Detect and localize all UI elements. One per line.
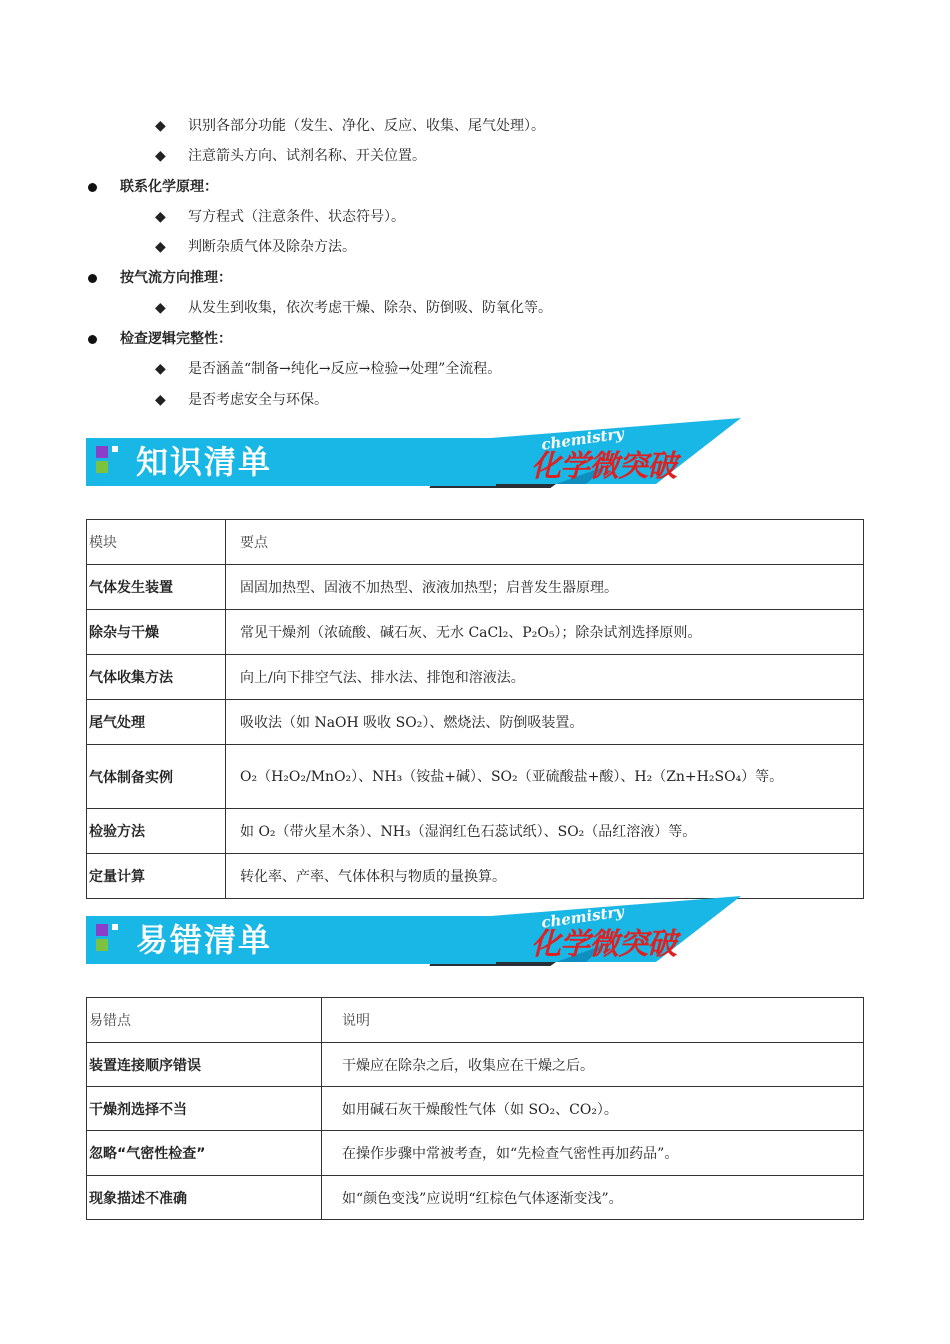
square-icon xyxy=(96,939,108,951)
outline-sub-item: 识别各部分功能（发生、净化、反应、收集、尾气处理）。 xyxy=(188,118,545,134)
table-cell-error: 忽略“气密性检查” xyxy=(87,1131,322,1176)
table-row xyxy=(87,610,864,655)
table-cell-point: O₂（H₂O₂/MnO₂）、NH₃（铵盐+碱）、SO₂（亚硫酸盐+酸）、H₂（Zn+H₂SO₄）等。 xyxy=(226,745,864,809)
table-cell-point: 向上/向下排空气法、排水法、排饱和溶液法。 xyxy=(226,655,864,700)
table-cell-error: 装置连接顺序错误 xyxy=(87,1043,322,1087)
outline-sub-item: 注意箭头方向、试剂名称、开关位置。 xyxy=(188,148,426,164)
knowledge-table xyxy=(86,519,864,899)
table-cell-point: 固固加热型、固液不加热型、液液加热型；启普发生器原理。 xyxy=(226,565,864,610)
table-header-cell: 模块 xyxy=(87,520,226,565)
table-row xyxy=(87,854,864,899)
table-row xyxy=(87,1087,864,1131)
section-title: 易错清单 xyxy=(136,921,273,959)
round-bullet-icon xyxy=(88,183,97,192)
brand-logo: 化学微突破 xyxy=(531,927,676,962)
table-cell-module: 气体收集方法 xyxy=(87,655,226,700)
table-header-cell: 要点 xyxy=(226,520,864,565)
diamond-bullet-icon: ◆ xyxy=(155,392,166,408)
outline-sub-item: 从发生到收集，依次考虑干燥、除杂、防倒吸、防氧化等。 xyxy=(188,300,552,316)
outline-heading: 按气流方向推理： xyxy=(120,270,232,286)
table-cell-module: 除杂与干燥 xyxy=(87,610,226,655)
table-cell-explanation: 干燥应在除杂之后，收集应在干燥之后。 xyxy=(322,1043,864,1087)
table-cell-point: 吸收法（如 NaOH 吸收 SO₂）、燃烧法、防倒吸装置。 xyxy=(226,700,864,745)
round-bullet-icon xyxy=(88,274,97,283)
outline-sub-item: 写方程式（注意条件、状态符号）。 xyxy=(188,209,405,225)
diamond-bullet-icon: ◆ xyxy=(155,300,166,316)
table-cell-error: 干燥剂选择不当 xyxy=(87,1087,322,1131)
brand-small-text: chemistry xyxy=(540,424,626,454)
square-icon xyxy=(96,924,108,936)
square-icon xyxy=(112,924,118,930)
section-banner-errors xyxy=(86,902,746,984)
table-row xyxy=(87,700,864,745)
round-bullet-icon xyxy=(88,335,97,344)
diamond-bullet-icon: ◆ xyxy=(155,361,166,377)
table-cell-explanation: 如“颜色变浅”应说明“红棕色气体逐渐变浅”。 xyxy=(322,1176,864,1220)
table-row xyxy=(87,655,864,700)
outline-sub-item: 是否涵盖“制备→纯化→反应→检验→处理”全流程。 xyxy=(188,361,502,377)
diamond-bullet-icon: ◆ xyxy=(155,148,166,164)
table-header-row xyxy=(87,520,864,565)
outline-heading: 检查逻辑完整性： xyxy=(120,331,232,347)
table-cell-module: 定量计算 xyxy=(87,854,226,899)
table-header-cell: 说明 xyxy=(322,998,864,1043)
table-cell-point: 转化率、产率、气体体积与物质的量换算。 xyxy=(226,854,864,899)
table-cell-point: 常见干燥剂（浓硫酸、碱石灰、无水 CaCl₂、P₂O₅）；除杂试剂选择原则。 xyxy=(226,610,864,655)
outline-sub-item: 判断杂质气体及除杂方法。 xyxy=(188,239,356,255)
table-cell-point: 如 O₂（带火星木条）、NH₃（湿润红色石蕊试纸）、SO₂（品红溶液）等。 xyxy=(226,809,864,854)
section-banner-knowledge xyxy=(86,424,746,506)
outline-heading: 联系化学原理： xyxy=(120,179,218,195)
table-row xyxy=(87,745,864,809)
table-cell-explanation: 在操作步骤中常被考查，如“先检查气密性再加药品”。 xyxy=(322,1131,864,1176)
diamond-bullet-icon: ◆ xyxy=(155,118,166,134)
outline-sub-item: 是否考虑安全与环保。 xyxy=(188,392,328,408)
section-title: 知识清单 xyxy=(136,443,273,481)
square-icon xyxy=(96,461,108,473)
brand-logo: 化学微突破 xyxy=(531,449,676,484)
table-cell-explanation: 如用碱石灰干燥酸性气体（如 SO₂、CO₂）。 xyxy=(322,1087,864,1131)
diamond-bullet-icon: ◆ xyxy=(155,209,166,225)
table-cell-module: 气体制备实例 xyxy=(87,745,226,809)
table-header-cell: 易错点 xyxy=(87,998,322,1043)
table-row xyxy=(87,565,864,610)
table-header-row xyxy=(87,998,864,1043)
square-icon xyxy=(112,446,118,452)
table-cell-module: 气体发生装置 xyxy=(87,565,226,610)
table-row xyxy=(87,809,864,854)
brand-small-text: chemistry xyxy=(540,902,626,932)
table-row xyxy=(87,1176,864,1220)
table-cell-error: 现象描述不准确 xyxy=(87,1176,322,1220)
table-row xyxy=(87,1131,864,1176)
square-icon xyxy=(96,446,108,458)
diamond-bullet-icon: ◆ xyxy=(155,239,166,255)
error-table xyxy=(86,997,864,1220)
table-row xyxy=(87,1043,864,1087)
table-cell-module: 检验方法 xyxy=(87,809,226,854)
table-cell-module: 尾气处理 xyxy=(87,700,226,745)
